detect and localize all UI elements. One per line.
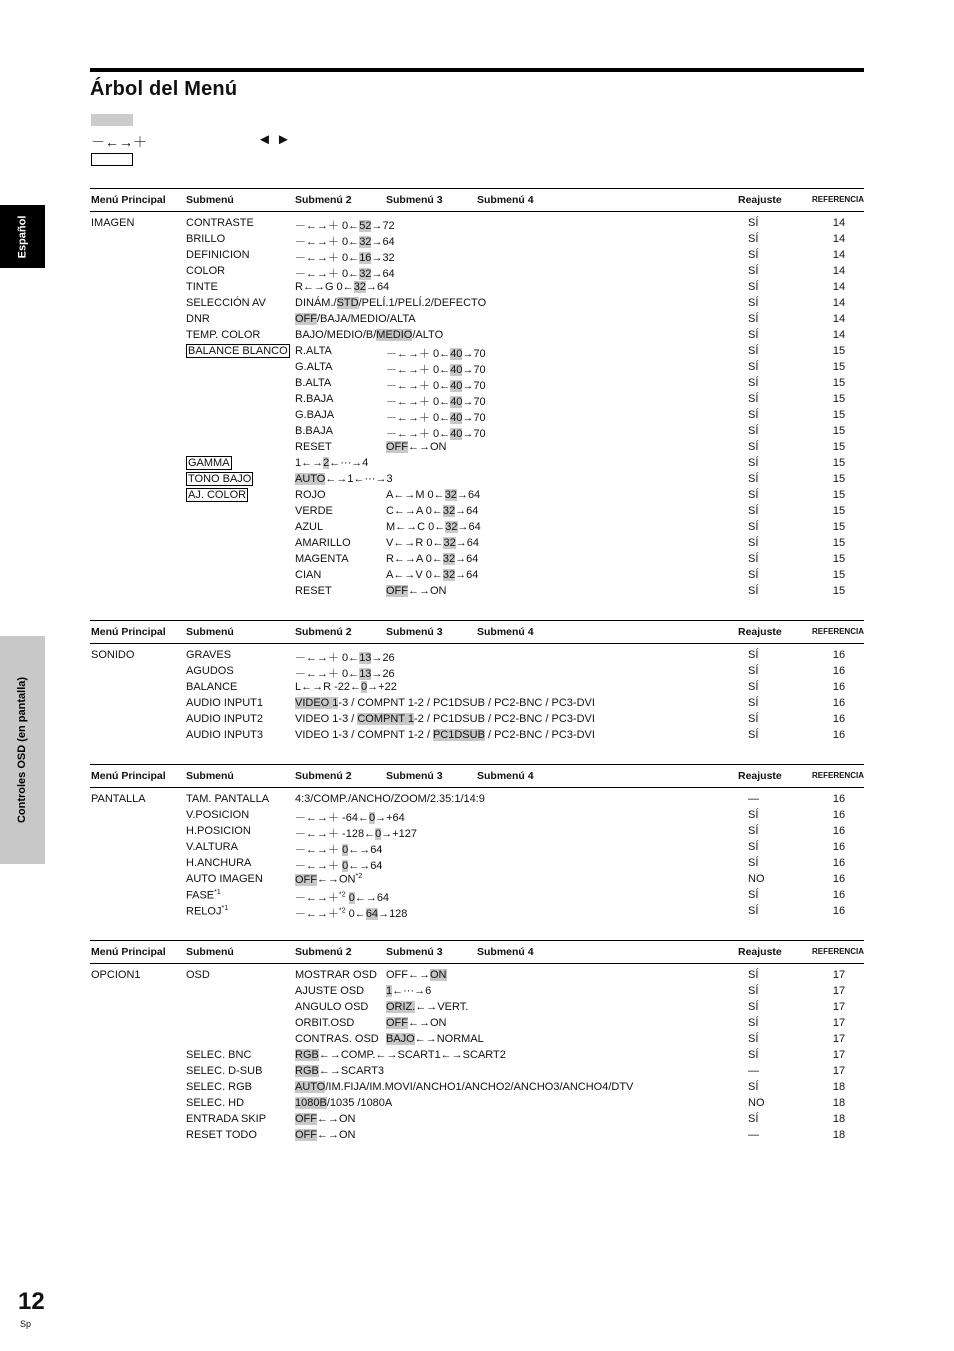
cell-reset: SÍ — [748, 281, 759, 293]
cell-s3: ORIZ.←→VERT. — [386, 1001, 469, 1013]
cell-s2: 4:3/COMP./ANCHO/ZOOM/2.35:1/14:9 — [295, 793, 485, 805]
table-row — [90, 247, 864, 263]
table-row — [90, 711, 864, 727]
cell-ref: 15 — [832, 457, 846, 469]
table-row — [90, 1063, 864, 1079]
cell-s2: DINÁM./STD/PELÍ.1/PELÍ.2/DEFECTO — [295, 297, 487, 309]
cell-s3: A←→V 0←32→64 — [386, 569, 479, 581]
header-reset: Reajuste — [738, 946, 782, 958]
header-sub1: Submenú — [186, 946, 234, 958]
header-reset: Reajuste — [738, 770, 782, 782]
table-row — [90, 231, 864, 247]
cell-s3: －←→＋ 0←40→70 — [386, 364, 486, 376]
header-ref: REFERENCIA — [811, 771, 864, 780]
cell-ref: 16 — [832, 905, 846, 917]
table-row — [90, 1111, 864, 1127]
cell-s1: AUDIO INPUT3 — [186, 729, 264, 741]
cell-s2: －←→＋ -128←0→+127 — [295, 828, 417, 840]
cell-s2: AUTO←→1←···→3 — [295, 473, 393, 485]
page-title: Árbol del Menú — [90, 78, 238, 100]
page-number: 12 — [18, 1288, 45, 1315]
table-row — [90, 583, 864, 599]
cell-s2: RESET — [295, 441, 332, 453]
header-sub4: Submenú 4 — [477, 626, 534, 638]
cell-s1: AUTO IMAGEN — [186, 873, 263, 885]
cell-ref: 15 — [832, 377, 846, 389]
cell-ref: 15 — [832, 345, 846, 357]
cell-s2: －←→＋ -64←0→+64 — [295, 812, 405, 824]
header-sub4: Submenú 4 — [477, 946, 534, 958]
table-row — [90, 279, 864, 295]
cell-s1: AUDIO INPUT2 — [186, 713, 264, 725]
cell-s1: DNR — [186, 313, 210, 325]
table-row — [90, 695, 864, 711]
table-header — [90, 764, 864, 788]
table-row — [90, 871, 864, 887]
table-row — [90, 999, 864, 1015]
side-tab-language: Español — [0, 205, 45, 268]
cell-m: PANTALLA — [91, 793, 146, 805]
table-row — [90, 1031, 864, 1047]
cell-s2: RGB←→COMP.←→SCART1←→SCART2 — [295, 1049, 506, 1061]
table-row — [90, 439, 864, 455]
table-row — [90, 855, 864, 871]
cell-m: IMAGEN — [91, 217, 135, 229]
cell-s3: －←→＋ 0←40→70 — [386, 396, 486, 408]
table-row — [90, 567, 864, 583]
table-row — [90, 823, 864, 839]
cell-s2: AUTO/IM.FIJA/IM.MOVI/ANCHO1/ANCHO2/ANCHO3/ANCHO4/DTV — [295, 1081, 634, 1093]
header-sub4: Submenú 4 — [477, 194, 534, 206]
cell-s2: ROJO — [295, 489, 326, 501]
cell-s2: －←→＋$^{*2}$ 0←64→128 — [295, 907, 408, 920]
table-row — [90, 375, 864, 391]
table-row — [90, 519, 864, 535]
cell-s3: M←→C 0←32→64 — [386, 521, 481, 533]
table-row — [90, 727, 864, 743]
cell-reset: SÍ — [748, 425, 759, 437]
table-row — [90, 807, 864, 823]
table-row — [90, 663, 864, 679]
cell-s1: TINTE — [186, 281, 218, 293]
table-row — [90, 551, 864, 567]
cell-reset: SÍ — [748, 409, 759, 421]
cell-ref: 16 — [832, 665, 846, 677]
cell-s2: R.ALTA — [295, 345, 332, 357]
cell-s1: COLOR — [186, 265, 226, 277]
header-reset: Reajuste — [738, 194, 782, 206]
cell-ref: 14 — [832, 281, 846, 293]
cell-s2: MAGENTA — [295, 553, 349, 565]
cell-reset: SÍ — [748, 1017, 759, 1029]
cell-ref: 16 — [832, 793, 846, 805]
cell-reset: SÍ — [748, 1049, 759, 1061]
header-sub2: Submenú 2 — [295, 946, 352, 958]
cell-s2: －←→＋ 0←32→64 — [295, 268, 395, 280]
table-row — [90, 455, 864, 471]
cell-s1: CONTRASTE — [186, 217, 254, 229]
cell-s2: OFF/BAJA/MEDIO/ALTA — [295, 313, 416, 325]
menu-table-opcion1 — [90, 940, 864, 1143]
cell-s1: H.ANCHURA — [186, 857, 252, 869]
table-row — [90, 903, 864, 919]
cell-reset: SÍ — [748, 681, 759, 693]
cell-s3: －←→＋ 0←40→70 — [386, 428, 486, 440]
table-row — [90, 535, 864, 551]
cell-reset: SÍ — [748, 809, 759, 821]
cell-reset: SÍ — [748, 569, 759, 581]
table-row — [90, 215, 864, 231]
cell-s2: 1080B/1035 /1080A — [295, 1097, 393, 1109]
cell-s1: FASE$^{*1}$ — [186, 889, 221, 902]
cell-s2: RGB←→SCART3 — [295, 1065, 385, 1077]
cell-ref: 18 — [832, 1097, 846, 1109]
cell-s3: R←→A 0←32→64 — [386, 553, 479, 565]
cell-ref: 18 — [832, 1081, 846, 1093]
table-row — [90, 487, 864, 503]
cell-s2: L←→R -22←0→+22 — [295, 681, 397, 693]
legend-box-swatch — [91, 153, 133, 166]
cell-reset: SÍ — [748, 969, 759, 981]
cell-reset: SÍ — [748, 249, 759, 261]
cell-reset: SÍ — [748, 889, 759, 901]
cell-s3: －←→＋ 0←40→70 — [386, 380, 486, 392]
cell-reset: SÍ — [748, 521, 759, 533]
header-sub4: Submenú 4 — [477, 770, 534, 782]
cell-ref: 16 — [832, 697, 846, 709]
cell-s2: CONTRAS. OSD — [295, 1033, 379, 1045]
menu-table-sonido — [90, 620, 864, 743]
cell-m: SONIDO — [91, 649, 135, 661]
cell-reset: — — [748, 1065, 759, 1077]
cell-s2: －←→＋ 0←13→26 — [295, 668, 395, 680]
cell-ref: 17 — [832, 1049, 846, 1061]
header-sub3: Submenú 3 — [386, 946, 443, 958]
cell-s2: 1←→2←···→4 — [295, 457, 369, 469]
cell-ref: 17 — [832, 1017, 846, 1029]
table-row — [90, 1047, 864, 1063]
table-row — [90, 887, 864, 903]
cell-ref: 17 — [832, 1001, 846, 1013]
cell-ref: 15 — [832, 569, 846, 581]
cell-reset: SÍ — [748, 1001, 759, 1013]
cell-s1: SELEC. D-SUB — [186, 1065, 263, 1077]
table-header — [90, 940, 864, 964]
cell-reset: SÍ — [748, 457, 759, 469]
table-row — [90, 647, 864, 663]
cell-s1: RESET TODO — [186, 1129, 257, 1141]
header-menu: Menú Principal — [91, 626, 166, 638]
cell-reset: SÍ — [748, 361, 759, 373]
cell-ref: 14 — [832, 233, 846, 245]
cell-reset: SÍ — [748, 473, 759, 485]
table-row — [90, 1015, 864, 1031]
cell-s1: OSD — [186, 969, 210, 981]
cell-s1: AUDIO INPUT1 — [186, 697, 264, 709]
cell-ref: 15 — [832, 585, 846, 597]
cell-reset: SÍ — [748, 233, 759, 245]
cell-reset: SÍ — [748, 697, 759, 709]
cell-s1: SELEC. RGB — [186, 1081, 253, 1093]
table-row — [90, 391, 864, 407]
cell-ref: 14 — [832, 329, 846, 341]
cell-s2: ORBIT.OSD — [295, 1017, 355, 1029]
cell-ref: 16 — [832, 889, 846, 901]
cell-s1: GAMMA — [188, 457, 230, 469]
cell-reset: SÍ — [748, 489, 759, 501]
cell-s2: －←→＋ 0←52→72 — [295, 220, 395, 232]
table-row — [90, 679, 864, 695]
table-row — [90, 327, 864, 343]
cell-s2: －←→＋ 0←32→64 — [295, 236, 395, 248]
header-menu: Menú Principal — [91, 194, 166, 206]
cell-s3: BAJO←→NORMAL — [386, 1033, 484, 1045]
cell-s2: MOSTRAR OSD — [295, 969, 377, 981]
cell-s1: AGUDOS — [186, 665, 234, 677]
cell-s2: OFF←→ON — [295, 1129, 356, 1141]
cell-ref: 16 — [832, 729, 846, 741]
cell-s2: VIDEO 1-3 / COMPNT 1-2 / PC1DSUB / PC2-BNC / PC3-DVI — [295, 697, 595, 709]
menu-table-imagen — [90, 188, 864, 599]
cell-reset: SÍ — [748, 1033, 759, 1045]
table-row — [90, 471, 864, 487]
header-sub2: Submenú 2 — [295, 194, 352, 206]
table-header — [90, 188, 864, 212]
legend-arrow-icons: ◄ ► — [257, 131, 291, 148]
cell-s3: －←→＋ 0←40→70 — [386, 412, 486, 424]
cell-s2: －←→＋ 0←→64 — [295, 860, 383, 872]
cell-ref: 17 — [832, 985, 846, 997]
table-row — [90, 1127, 864, 1143]
cell-s1: BALANCE — [186, 681, 238, 693]
cell-s2: AZUL — [295, 521, 324, 533]
cell-s1: TAM. PANTALLA — [186, 793, 270, 805]
cell-s1: TONO BAJO — [188, 473, 252, 485]
cell-ref: 17 — [832, 1065, 846, 1077]
header-ref: REFERENCIA — [811, 627, 864, 636]
cell-s1: SELEC. BNC — [186, 1049, 252, 1061]
cell-s2: －←→＋ 0←→64 — [295, 844, 383, 856]
cell-s2: G.ALTA — [295, 361, 333, 373]
cell-s3: V←→R 0←32→64 — [386, 537, 479, 549]
cell-reset: SÍ — [748, 905, 759, 917]
cell-s2: －←→＋ 0←13→26 — [295, 652, 395, 664]
cell-s1: BALANCE BLANCO — [188, 345, 288, 357]
cell-ref: 16 — [832, 681, 846, 693]
cell-ref: 15 — [832, 425, 846, 437]
cell-reset: SÍ — [748, 505, 759, 517]
cell-s3: A←→M 0←32→64 — [386, 489, 481, 501]
table-row — [90, 839, 864, 855]
cell-reset: SÍ — [748, 265, 759, 277]
cell-reset: SÍ — [748, 713, 759, 725]
cell-ref: 15 — [832, 553, 846, 565]
cell-ref: 15 — [832, 393, 846, 405]
table-row — [90, 311, 864, 327]
cell-s2: $OFF\leftarrow\to ON^{*2}$ — [295, 873, 363, 886]
cell-reset: SÍ — [748, 345, 759, 357]
cell-s2: AJUSTE OSD — [295, 985, 365, 997]
cell-ref: 15 — [832, 361, 846, 373]
cell-ref: 14 — [832, 249, 846, 261]
header-sub2: Submenú 2 — [295, 626, 352, 638]
header-sub3: Submenú 3 — [386, 626, 443, 638]
table-row — [90, 295, 864, 311]
cell-reset: — — [748, 793, 759, 805]
cell-reset: SÍ — [748, 665, 759, 677]
cell-reset: SÍ — [748, 441, 759, 453]
cell-reset: SÍ — [748, 1113, 759, 1125]
cell-ref: 15 — [832, 409, 846, 421]
table-row — [90, 983, 864, 999]
cell-s2: VIDEO 1-3 / COMPNT 1-2 / PC1DSUB / PC2-BNC / PC3-DVI — [295, 729, 595, 741]
cell-reset: SÍ — [748, 585, 759, 597]
cell-ref: 17 — [832, 969, 846, 981]
cell-s2: －←→＋ 0←16→32 — [295, 252, 395, 264]
table-header — [90, 620, 864, 644]
table-row — [90, 503, 864, 519]
cell-s2: ANGULO OSD — [295, 1001, 369, 1013]
cell-s1: SELEC. HD — [186, 1097, 245, 1109]
table-row — [90, 407, 864, 423]
side-tab-section: Controles OSD (en pantalla) — [0, 636, 45, 864]
header-sub3: Submenú 3 — [386, 770, 443, 782]
cell-reset: SÍ — [748, 825, 759, 837]
header-sub1: Submenú — [186, 770, 234, 782]
table-row — [90, 791, 864, 807]
cell-ref: 15 — [832, 537, 846, 549]
cell-s2: VIDEO 1-3 / COMPNT 1-2 / PC1DSUB / PC2-BNC / PC3-DVI — [295, 713, 595, 725]
cell-reset: SÍ — [748, 857, 759, 869]
cell-reset: SÍ — [748, 329, 759, 341]
cell-s2: B.ALTA — [295, 377, 332, 389]
cell-reset: SÍ — [748, 217, 759, 229]
cell-reset: SÍ — [748, 729, 759, 741]
cell-ref: 14 — [832, 217, 846, 229]
table-row — [90, 359, 864, 375]
cell-s3: OFF←→ON — [386, 1017, 447, 1029]
cell-s3: C←→A 0←32→64 — [386, 505, 479, 517]
header-menu: Menú Principal — [91, 770, 166, 782]
cell-ref: 18 — [832, 1113, 846, 1125]
cell-reset: SÍ — [748, 537, 759, 549]
table-row — [90, 343, 864, 359]
table-row — [90, 967, 864, 983]
cell-s1: RELOJ$^{*1}$ — [186, 905, 229, 918]
cell-ref: 14 — [832, 297, 846, 309]
table-row — [90, 263, 864, 279]
cell-s2: R.BAJA — [295, 393, 334, 405]
cell-ref: 16 — [832, 873, 846, 885]
header-reset: Reajuste — [738, 626, 782, 638]
table-row — [90, 1079, 864, 1095]
cell-reset: — — [748, 1129, 759, 1141]
cell-s2: RESET — [295, 585, 332, 597]
cell-ref: 16 — [832, 713, 846, 725]
cell-ref: 18 — [832, 1129, 846, 1141]
cell-s1: AJ. COLOR — [188, 489, 247, 501]
table-row — [90, 1095, 864, 1111]
page-lang-code: Sp — [20, 1319, 32, 1329]
cell-s3: 1←···→6 — [386, 985, 432, 997]
cell-s2: B.BAJA — [295, 425, 333, 437]
cell-reset: NO — [748, 1097, 765, 1109]
cell-reset: NO — [748, 873, 765, 885]
cell-s1: SELECCIÓN AV — [186, 297, 266, 309]
cell-s2: BAJO/MEDIO/B/MEDIO/ALTO — [295, 329, 444, 341]
cell-s3: OFF←→ON — [386, 441, 447, 453]
table-row — [90, 423, 864, 439]
cell-s1: DEFINICION — [186, 249, 250, 261]
cell-s2: VERDE — [295, 505, 333, 517]
cell-s1: V.ALTURA — [186, 841, 238, 853]
cell-ref: 15 — [832, 489, 846, 501]
cell-ref: 15 — [832, 521, 846, 533]
cell-s1: H.POSICION — [186, 825, 251, 837]
cell-m: OPCION1 — [91, 969, 141, 981]
cell-reset: SÍ — [748, 1081, 759, 1093]
header-ref: REFERENCIA — [811, 195, 864, 204]
cell-s2: R←→G 0←32→64 — [295, 281, 390, 293]
title-rule — [90, 68, 864, 72]
cell-ref: 16 — [832, 649, 846, 661]
cell-ref: 16 — [832, 825, 846, 837]
header-sub3: Submenú 3 — [386, 194, 443, 206]
header-sub2: Submenú 2 — [295, 770, 352, 782]
cell-s2: －←→＋$^{*2}$ 0←→64 — [295, 891, 390, 904]
cell-s1: GRAVES — [186, 649, 232, 661]
cell-reset: SÍ — [748, 649, 759, 661]
cell-ref: 16 — [832, 809, 846, 821]
header-sub1: Submenú — [186, 194, 234, 206]
cell-s1: TEMP. COLOR — [186, 329, 261, 341]
cell-s2: AMARILLO — [295, 537, 351, 549]
cell-reset: SÍ — [748, 393, 759, 405]
header-ref: REFERENCIA — [811, 947, 864, 956]
cell-ref: 16 — [832, 841, 846, 853]
header-sub1: Submenú — [186, 626, 234, 638]
cell-s3: OFF←→ON — [386, 969, 447, 981]
cell-reset: SÍ — [748, 297, 759, 309]
cell-reset: SÍ — [748, 377, 759, 389]
cell-reset: SÍ — [748, 841, 759, 853]
cell-s1: BRILLO — [186, 233, 226, 245]
cell-s3: OFF←→ON — [386, 585, 447, 597]
header-menu: Menú Principal — [91, 946, 166, 958]
cell-ref: 14 — [832, 313, 846, 325]
cell-reset: SÍ — [748, 313, 759, 325]
cell-ref: 16 — [832, 857, 846, 869]
cell-s2: G.BAJA — [295, 409, 335, 421]
cell-ref: 17 — [832, 1033, 846, 1045]
cell-ref: 14 — [832, 265, 846, 277]
cell-ref: 15 — [832, 505, 846, 517]
cell-ref: 15 — [832, 473, 846, 485]
cell-s2: OFF←→ON — [295, 1113, 356, 1125]
legend-adjust-symbol: －←→＋ — [91, 134, 147, 150]
cell-ref: 15 — [832, 441, 846, 453]
cell-s3: －←→＋ 0←40→70 — [386, 348, 486, 360]
legend-highlight-swatch — [91, 114, 133, 126]
menu-table-pantalla — [90, 764, 864, 919]
cell-s1: ENTRADA SKIP — [186, 1113, 267, 1125]
cell-reset: SÍ — [748, 985, 759, 997]
cell-reset: SÍ — [748, 553, 759, 565]
cell-s2: CIAN — [295, 569, 322, 581]
cell-s1: V.POSICION — [186, 809, 250, 821]
